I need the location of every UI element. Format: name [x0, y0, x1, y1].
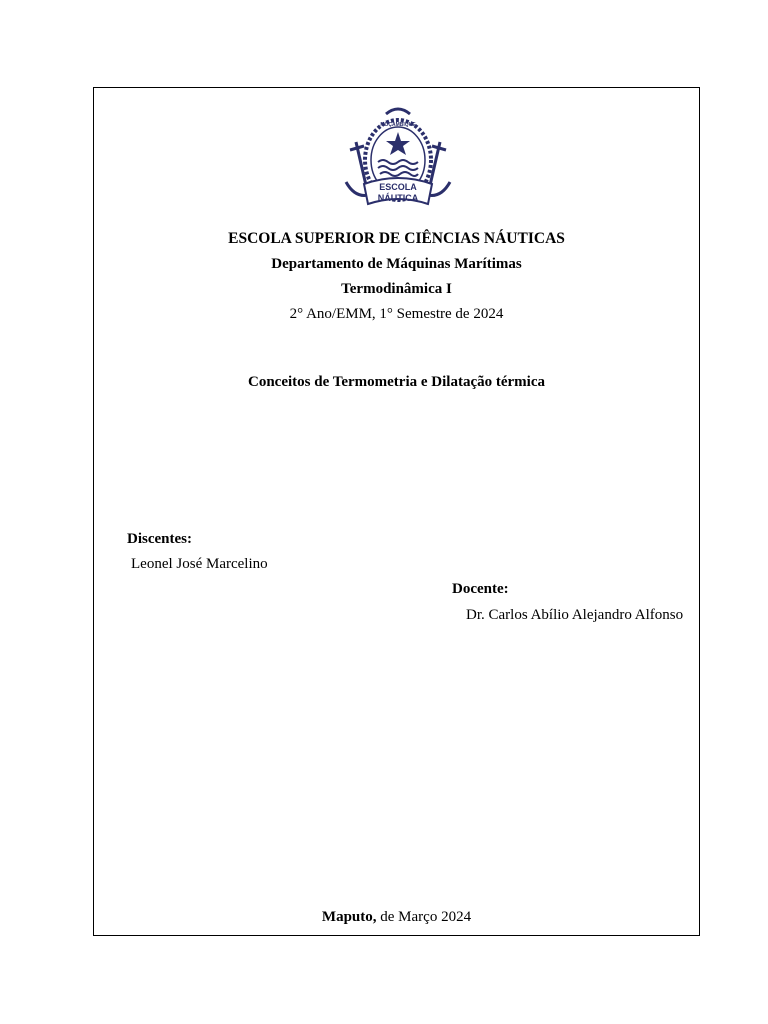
logo-top-text: MOÇAMBIQUE — [380, 122, 416, 128]
course-name: Termodinâmica I — [341, 281, 452, 297]
department-name: Departamento de Máquinas Marítimas — [271, 256, 522, 272]
student-name: Leonel José Marcelino — [131, 556, 268, 572]
escola-nautica-logo — [338, 102, 458, 220]
logo-ribbon-text-1: ESCOLA — [379, 182, 417, 192]
place-date — [93, 908, 700, 926]
year-semester: 2° Ano/EMM, 1° Semestre de 2024 — [289, 306, 504, 322]
document-topic: Conceitos de Termometria e Dilatação térmica — [248, 374, 545, 390]
teacher-label: Docente: — [452, 581, 509, 597]
city: Maputo, — [321, 909, 377, 925]
students-label: Discentes: — [127, 531, 192, 547]
teacher-name: Dr. Carlos Abílio Alejandro Alfonso — [466, 607, 684, 623]
date: de Março 2024 — [380, 909, 472, 925]
school-name: ESCOLA SUPERIOR DE CIÊNCIAS NÁUTICAS — [228, 230, 565, 247]
logo-ribbon-text-2: NÁUTICA — [377, 193, 419, 203]
